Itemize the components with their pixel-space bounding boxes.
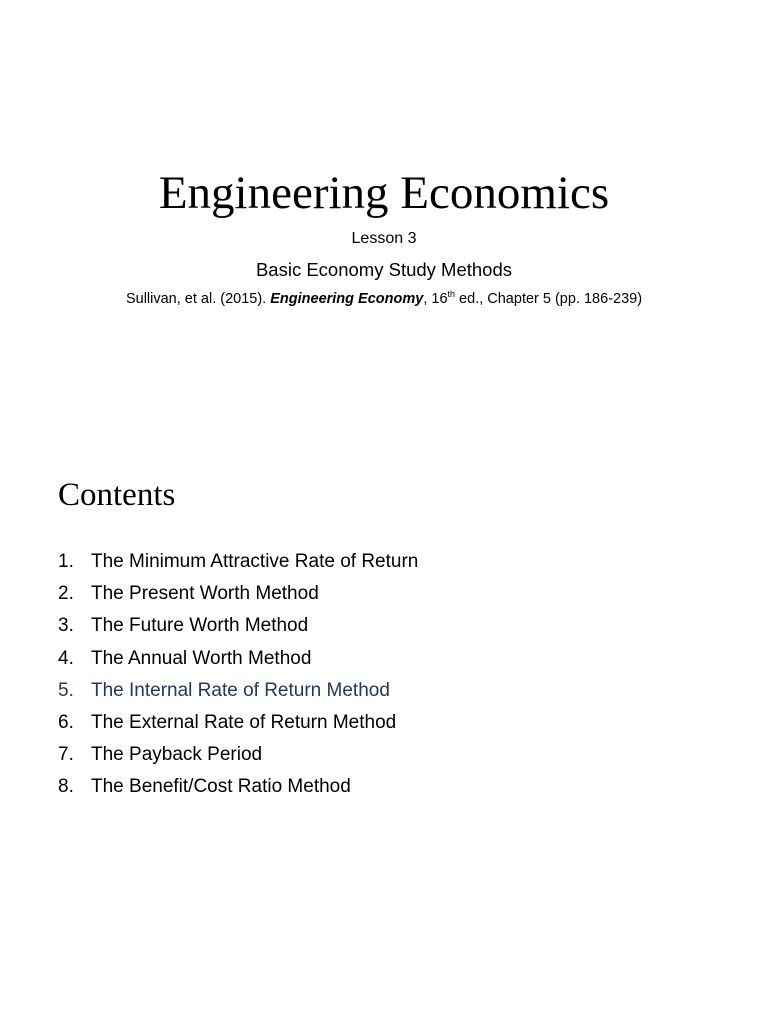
contents-item-number: 4. — [58, 647, 74, 669]
contents-item-number: 6. — [58, 711, 74, 733]
contents-item-label: The Internal Rate of Return Method — [91, 679, 390, 701]
page-title: Engineering Economics — [158, 167, 610, 219]
citation-book-title: Engineering Economy — [270, 291, 424, 307]
contents-item-number: 3. — [58, 615, 74, 637]
contents-item-label: The Annual Worth Method — [91, 647, 312, 669]
contents-item — [58, 612, 418, 644]
contents-list — [58, 548, 418, 806]
citation-edition-suffix: th — [447, 289, 456, 300]
contents-item-label: The External Rate of Return Method — [91, 711, 397, 733]
contents-item-label: The Minimum Attractive Rate of Return — [91, 551, 419, 572]
contents-item-label: The Future Worth Method — [91, 615, 309, 637]
citation-chapter-pages: ed., Chapter 5 (pp. 186-239) — [455, 291, 643, 307]
contents-item — [58, 709, 418, 741]
contents-item-number: 2. — [58, 583, 74, 605]
contents-item-number: 1. — [58, 551, 74, 572]
contents-item-label: The Present Worth Method — [91, 583, 319, 605]
contents-item-label: The Payback Period — [91, 744, 263, 766]
citation — [0, 289, 768, 309]
lesson-label: Lesson 3 — [351, 230, 417, 247]
contents-item — [58, 741, 418, 773]
contents-item-current — [58, 677, 418, 709]
contents-item — [58, 645, 418, 677]
contents-item — [58, 548, 418, 580]
contents-item — [58, 773, 418, 805]
subtitle: Basic Economy Study Methods — [255, 259, 513, 280]
contents-item-number: 5. — [58, 679, 74, 701]
contents-item-number: 7. — [58, 744, 74, 766]
citation-edition: , 16 — [423, 291, 448, 307]
citation-authors: Sullivan, et al. (2015). — [125, 291, 271, 307]
contents-item — [58, 580, 418, 612]
contents-item-number: 8. — [58, 776, 74, 798]
contents-heading: Contents — [58, 477, 176, 513]
contents-item-label: The Benefit/Cost Ratio Method — [91, 776, 351, 798]
